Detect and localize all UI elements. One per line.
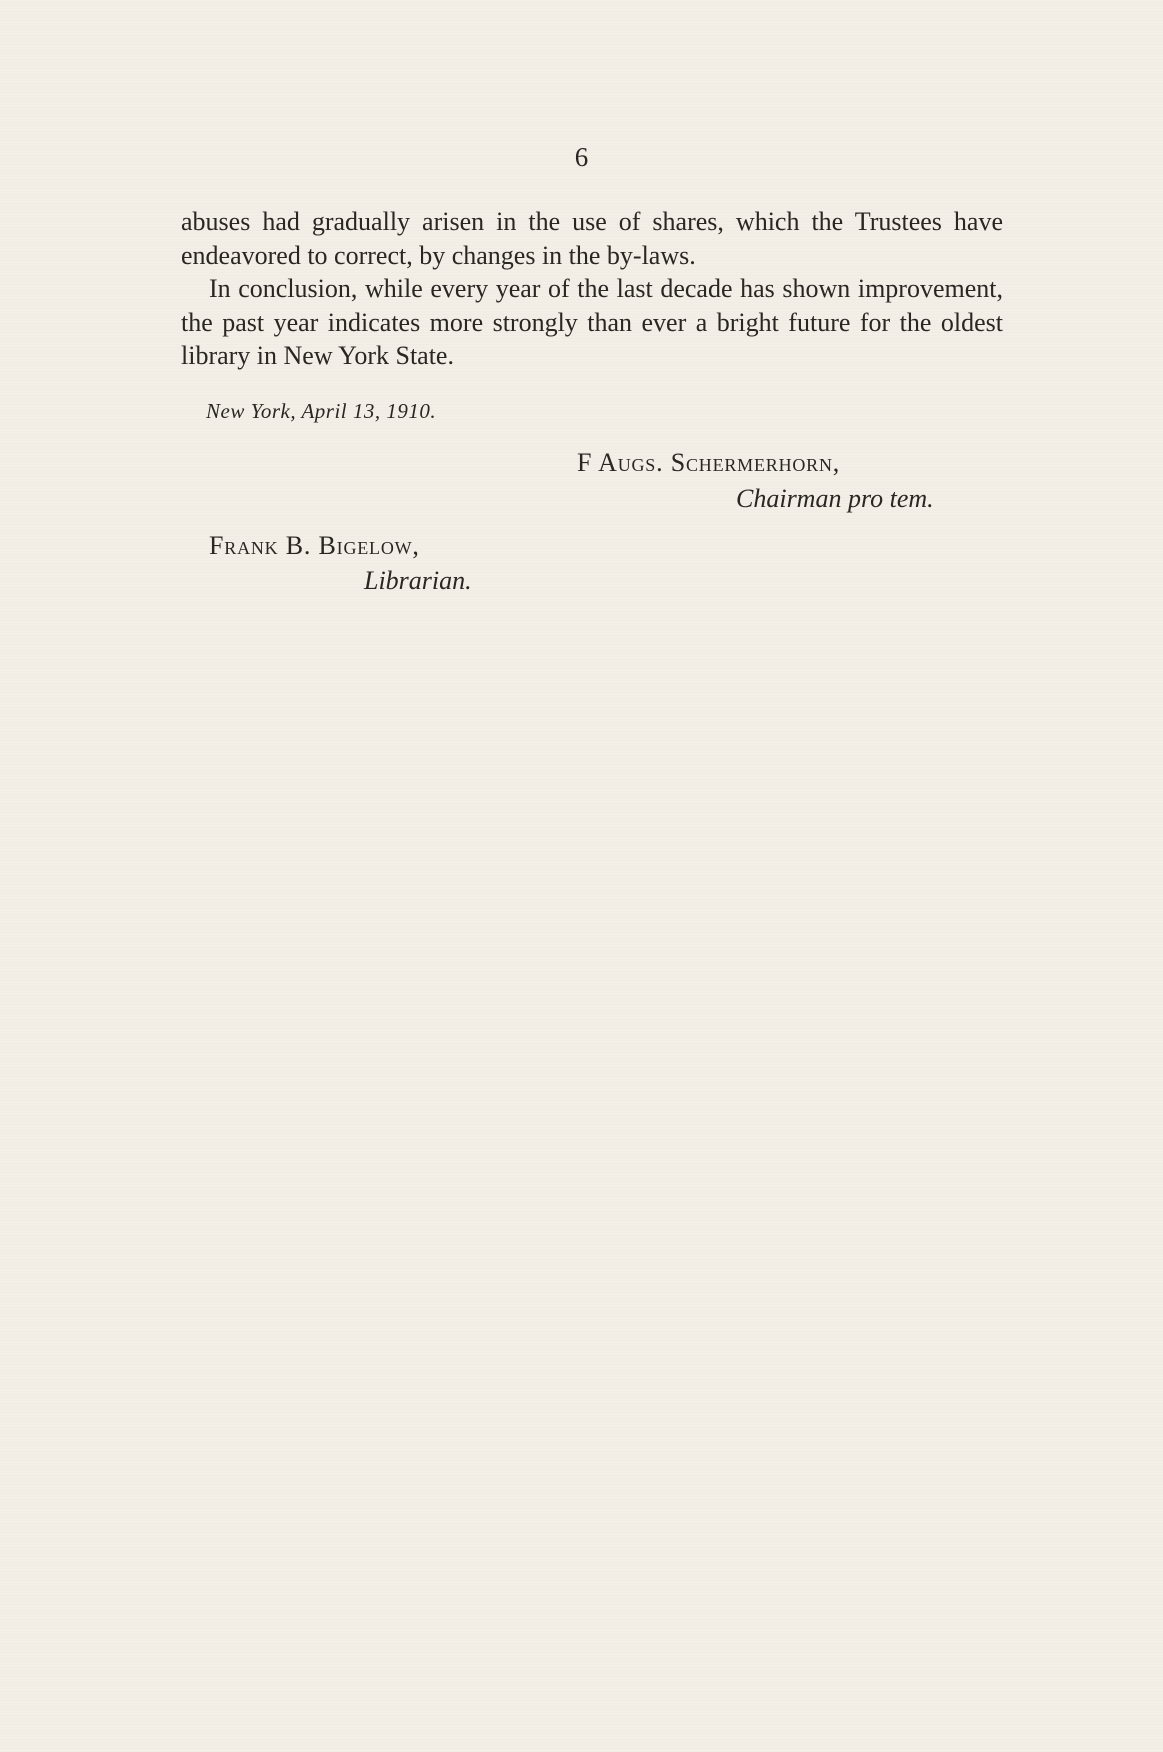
dateline: New York, April 13, 1910. [206, 399, 437, 423]
chairman-signature-title: Chairman pro tem. [736, 484, 934, 513]
librarian-signature-title: Librarian. [364, 566, 472, 595]
paragraph-continuation: abuses had gradually arisen in the use of shares, which the Trustees have endeavored to correct, by changes in the by-laws. [181, 207, 1003, 270]
body-text [181, 205, 1003, 373]
librarian-signature-name: Frank B. Bigelow, [209, 531, 420, 560]
paragraph-conclusion: In conclusion, while every year of the last decade has shown improvement, the past year indicates more strongly than ever a bright future for the oldest library in New York State. [181, 274, 1003, 370]
page-number: 6 [574, 142, 589, 172]
chairman-signature-name: F Augs. Schermerhorn, [577, 448, 841, 477]
